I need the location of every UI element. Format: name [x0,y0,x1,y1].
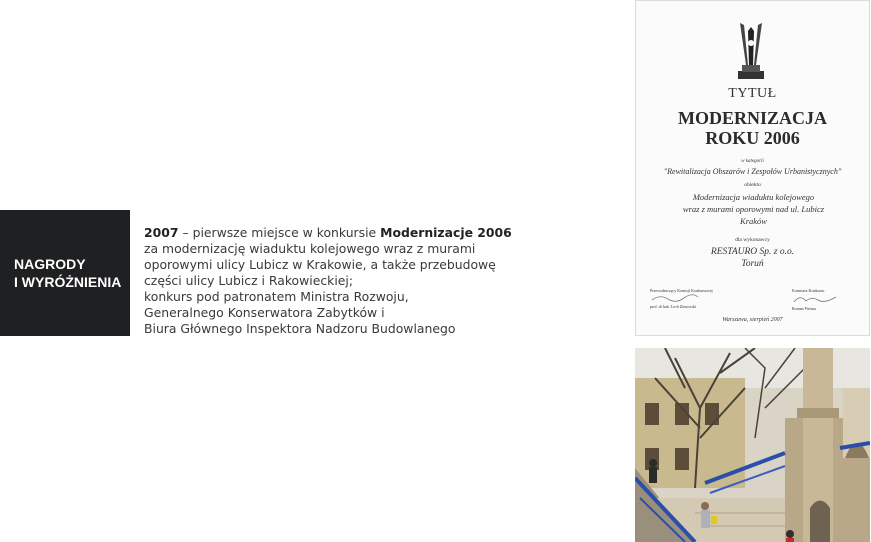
certificate-place-date: Warszawa, sierpień 2007 [722,317,783,323]
signature-scribble-icon [650,294,700,302]
viaduct-stairs-photo-image [635,348,870,542]
certificate-object-line: Modernizacja wiaduktu kolejowego [692,192,815,202]
award-line: Biura Głównego Inspektora Nadzoru Budowlanego [144,321,456,336]
section-label [0,210,130,336]
award-line: oporowymi ulicy Lubicz w Krakowie, a także przebudowę [144,257,496,272]
certificate-object-label: obiektu [744,182,761,188]
certificate-title [636,108,869,148]
certificate-contractor [636,246,869,270]
signature-right-name: Roman Pietura [792,306,816,311]
signature-left-title: Przewodniczący Komisji Konkursowej [650,288,713,293]
certificate-object-line: wraz z murami oporowymi nad ul. Lubicz [682,204,825,214]
certificate-contractor-city: Toruń [741,259,764,269]
section-label-line1: NAGRODY [14,256,86,272]
viaduct-photo [635,348,870,542]
certificate-category: "Rewitalizacja Obszarów i Zespołów Urbanistycznych" [663,167,842,176]
award-year: 2007 [144,225,179,240]
certificate-title-line1: MODERNIZACJA [677,108,827,128]
certificate-object [656,191,851,227]
award-line: za modernizację wiaduktu kolejowego wraz z murami [144,241,476,256]
signature-scribble-icon [792,294,842,304]
section-label-line2: I WYRÓŻNIENIA [14,274,122,290]
trophy-emblem-icon [734,21,768,81]
certificate-signature-left [650,288,730,310]
certificate-contractor-name: RESTAURO Sp. z o.o. [710,247,795,257]
certificate-category-label: w kategorii [741,159,764,164]
certificate-signature-right [792,288,854,312]
award-headline [144,225,512,241]
award-certificate-image [635,0,870,336]
certificate-contractor-label: dla wykonawcy [735,237,770,243]
award-line: Generalnego Konserwatora Zabytków i [144,305,385,320]
certificate-object-line: Kraków [740,216,767,226]
award-line: konkurs pod patronatem Ministra Rozwoju, [144,289,409,304]
certificate-title-small: TYTUŁ [728,86,777,101]
signature-left-name: prof. dr hab. Lech Zimowski [650,304,696,309]
award-line: części ulicy Lubicz i Rakowieckiej; [144,273,354,288]
award-intro: – pierwsze miejsce w konkursie [178,225,381,240]
award-description [144,225,512,337]
signature-right-title: Komisarz Konkursu [792,288,825,293]
certificate-title-line2: ROKU 2006 [705,128,800,148]
award-contest-name: Modernizacje 2006 [380,225,512,240]
